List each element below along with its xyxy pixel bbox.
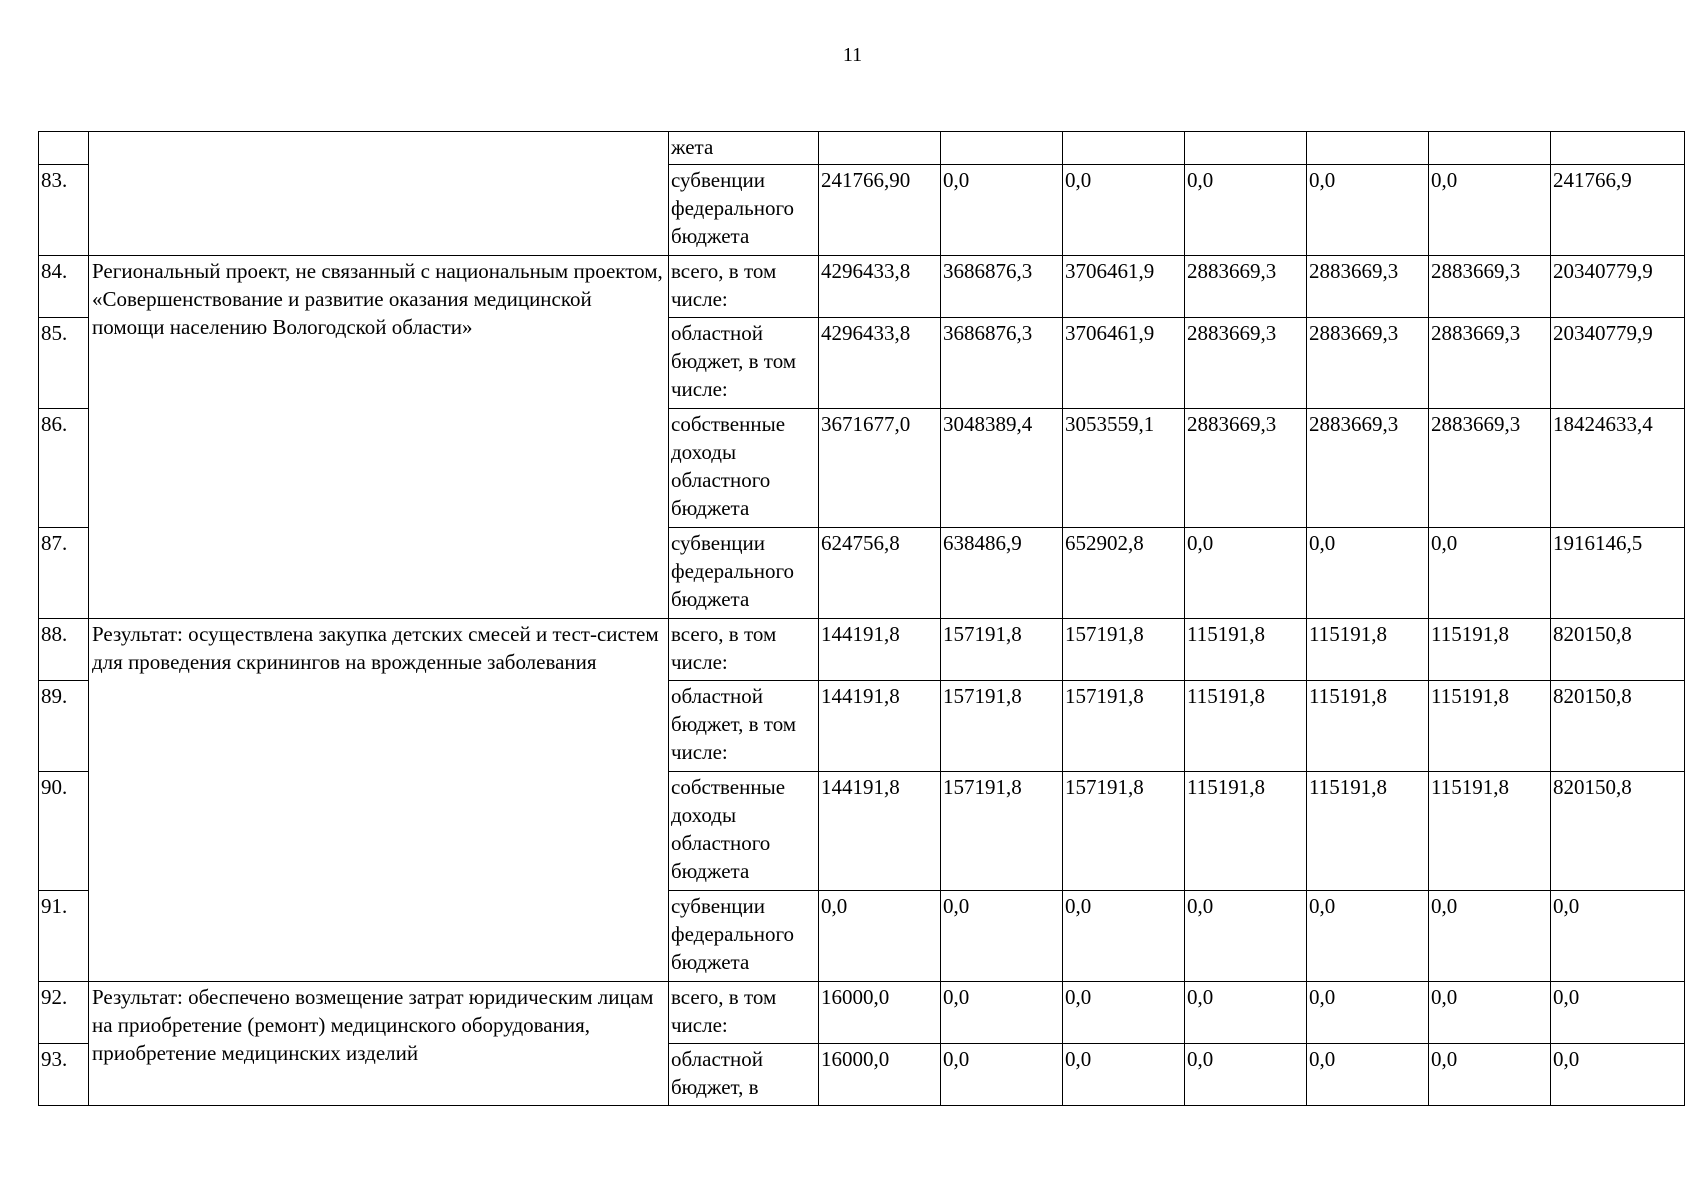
value-cell: 2883669,3 [1185, 256, 1307, 318]
value-cell [1551, 132, 1685, 165]
value-cell: 144191,8 [819, 619, 941, 681]
funding-source-cell: всего, в том числе: [669, 982, 819, 1044]
table-row [39, 619, 1685, 681]
value-cell: 0,0 [819, 891, 941, 982]
value-cell: 0,0 [1185, 165, 1307, 256]
value-cell: 0,0 [941, 165, 1063, 256]
value-cell: 0,0 [941, 982, 1063, 1044]
row-number-cell: 90. [39, 772, 89, 891]
value-cell: 16000,0 [819, 982, 941, 1044]
value-cell: 3686876,3 [941, 256, 1063, 318]
funding-source-cell: жета [669, 132, 819, 165]
row-number-cell: 88. [39, 619, 89, 681]
value-cell: 0,0 [1429, 1044, 1551, 1106]
value-cell: 157191,8 [1063, 619, 1185, 681]
value-cell: 115191,8 [1429, 681, 1551, 772]
funding-source-cell: собственные доходы областного бюджета [669, 409, 819, 528]
row-number-cell: 93. [39, 1044, 89, 1106]
funding-source-cell: субвенции федерального бюджета [669, 165, 819, 256]
value-cell: 2883669,3 [1307, 256, 1429, 318]
table-row [39, 165, 1685, 256]
row-number-cell: 83. [39, 165, 89, 256]
value-cell: 241766,9 [1551, 165, 1685, 256]
value-cell: 0,0 [1185, 891, 1307, 982]
funding-source-cell: собственные доходы областного бюджета [669, 772, 819, 891]
value-cell: 157191,8 [1063, 772, 1185, 891]
value-cell: 144191,8 [819, 681, 941, 772]
table-row [39, 982, 1685, 1044]
value-cell [1185, 132, 1307, 165]
value-cell [1307, 132, 1429, 165]
value-cell: 0,0 [1307, 1044, 1429, 1106]
value-cell: 0,0 [1185, 528, 1307, 619]
value-cell: 157191,8 [941, 619, 1063, 681]
value-cell: 820150,8 [1551, 681, 1685, 772]
value-cell: 3053559,1 [1063, 409, 1185, 528]
description-cell: Результат: обеспечено возмещение затрат юридическим лицам на приобретение (ремонт) медицинского оборудования, приобретение медицинских изделий [89, 982, 669, 1106]
value-cell: 0,0 [1063, 891, 1185, 982]
row-number-cell [39, 132, 89, 165]
value-cell: 0,0 [1429, 891, 1551, 982]
value-cell: 3706461,9 [1063, 256, 1185, 318]
budget-table [38, 131, 1685, 1106]
value-cell: 820150,8 [1551, 619, 1685, 681]
value-cell: 18424633,4 [1551, 409, 1685, 528]
value-cell: 0,0 [1185, 1044, 1307, 1106]
funding-source-cell: областной бюджет, в том числе: [669, 318, 819, 409]
value-cell: 2883669,3 [1429, 318, 1551, 409]
value-cell: 652902,8 [1063, 528, 1185, 619]
value-cell: 0,0 [1429, 165, 1551, 256]
row-number-cell: 87. [39, 528, 89, 619]
value-cell: 2883669,3 [1429, 256, 1551, 318]
value-cell: 0,0 [1429, 528, 1551, 619]
table-row [39, 256, 1685, 318]
funding-source-cell: субвенции федерального бюджета [669, 528, 819, 619]
value-cell: 0,0 [1307, 528, 1429, 619]
value-cell: 16000,0 [819, 1044, 941, 1106]
row-number-cell: 84. [39, 256, 89, 318]
value-cell: 115191,8 [1185, 619, 1307, 681]
value-cell: 0,0 [1185, 982, 1307, 1044]
row-number-cell: 86. [39, 409, 89, 528]
value-cell: 0,0 [1551, 1044, 1685, 1106]
value-cell: 0,0 [941, 1044, 1063, 1106]
value-cell: 4296433,8 [819, 318, 941, 409]
row-number-cell: 85. [39, 318, 89, 409]
row-number-cell: 91. [39, 891, 89, 982]
value-cell: 115191,8 [1307, 619, 1429, 681]
funding-source-cell: областной бюджет, в [669, 1044, 819, 1106]
value-cell: 115191,8 [1185, 681, 1307, 772]
value-cell: 0,0 [1063, 982, 1185, 1044]
value-cell: 2883669,3 [1185, 409, 1307, 528]
value-cell: 157191,8 [1063, 681, 1185, 772]
value-cell: 115191,8 [1185, 772, 1307, 891]
value-cell: 0,0 [1429, 982, 1551, 1044]
value-cell: 2883669,3 [1307, 409, 1429, 528]
description-cell [89, 132, 669, 165]
value-cell: 0,0 [1551, 891, 1685, 982]
value-cell: 2883669,3 [1429, 409, 1551, 528]
funding-source-cell: субвенции федерального бюджета [669, 891, 819, 982]
value-cell [819, 132, 941, 165]
value-cell: 157191,8 [941, 681, 1063, 772]
value-cell: 115191,8 [1429, 772, 1551, 891]
value-cell: 20340779,9 [1551, 318, 1685, 409]
funding-source-cell: всего, в том числе: [669, 619, 819, 681]
value-cell: 1916146,5 [1551, 528, 1685, 619]
description-cell: Региональный проект, не связанный с национальным проектом, «Совершенствование и развитие оказания медицинской помощи населению Вологодской области» [89, 256, 669, 619]
funding-source-cell: всего, в том числе: [669, 256, 819, 318]
value-cell: 3706461,9 [1063, 318, 1185, 409]
description-cell [89, 165, 669, 256]
value-cell: 0,0 [1307, 165, 1429, 256]
value-cell: 0,0 [1063, 1044, 1185, 1106]
row-number-cell: 92. [39, 982, 89, 1044]
description-cell: Результат: осуществлена закупка детских смесей и тест-систем для проведения скринингов на врожденные заболевания [89, 619, 669, 982]
value-cell: 157191,8 [941, 772, 1063, 891]
value-cell [1429, 132, 1551, 165]
value-cell: 0,0 [1551, 982, 1685, 1044]
value-cell: 0,0 [1307, 891, 1429, 982]
value-cell: 0,0 [941, 891, 1063, 982]
value-cell [941, 132, 1063, 165]
value-cell: 115191,8 [1429, 619, 1551, 681]
value-cell: 144191,8 [819, 772, 941, 891]
value-cell: 3048389,4 [941, 409, 1063, 528]
value-cell: 3686876,3 [941, 318, 1063, 409]
value-cell: 115191,8 [1307, 681, 1429, 772]
value-cell: 624756,8 [819, 528, 941, 619]
value-cell: 0,0 [1063, 165, 1185, 256]
value-cell: 4296433,8 [819, 256, 941, 318]
value-cell: 2883669,3 [1307, 318, 1429, 409]
value-cell: 0,0 [1307, 982, 1429, 1044]
value-cell: 820150,8 [1551, 772, 1685, 891]
value-cell: 638486,9 [941, 528, 1063, 619]
row-number-cell: 89. [39, 681, 89, 772]
page-number: 11 [842, 44, 863, 66]
value-cell [1063, 132, 1185, 165]
table-row [39, 132, 1685, 165]
value-cell: 241766,90 [819, 165, 941, 256]
value-cell: 20340779,9 [1551, 256, 1685, 318]
value-cell: 115191,8 [1307, 772, 1429, 891]
funding-source-cell: областной бюджет, в том числе: [669, 681, 819, 772]
value-cell: 3671677,0 [819, 409, 941, 528]
value-cell: 2883669,3 [1185, 318, 1307, 409]
